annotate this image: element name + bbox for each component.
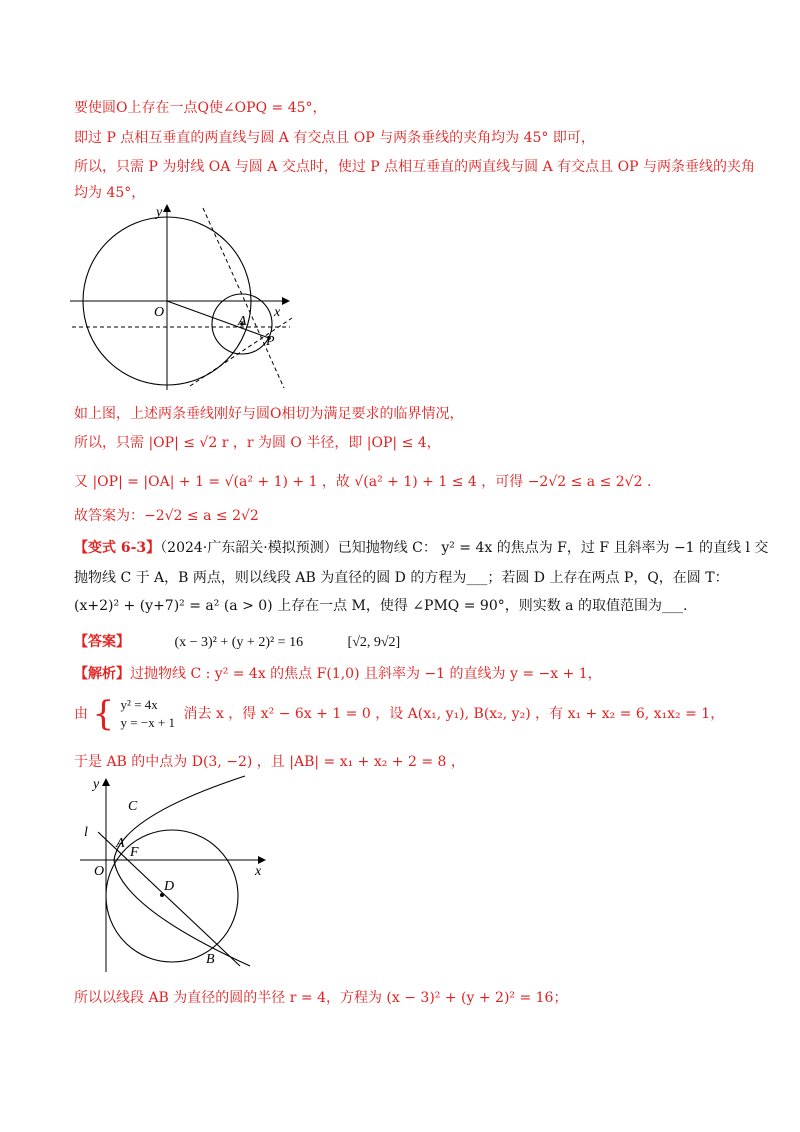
text-line: 如上图，上述两条垂线刚好与圆O相切为满足要求的临界情况， (74, 406, 464, 422)
system-row-1: y² = 4x (120, 697, 158, 712)
brace-icon: { (92, 694, 115, 734)
analysis-tag: 【解析】 (74, 666, 130, 682)
label-a: A (116, 836, 125, 851)
problem-line-1 (74, 538, 768, 558)
text-line: 又 |OP| = |OA| + 1 = √(a² + 1) + 1 ，故 √(a² + 1) + 1 ≤ 4 ，可得 −2√2 ≤ a ≤ 2√2 . (74, 474, 652, 490)
label-y: y (93, 777, 100, 792)
x-axis-arrow (282, 297, 290, 305)
line-l (98, 832, 240, 966)
analysis-line-2 (74, 696, 724, 732)
answer-2: [√2, 9√2] (347, 635, 401, 650)
analysis-text: 过抛物线 C : y² = 4x 的焦点 F(1,0) 且斜率为 −1 的直线为 y = −x + 1， (130, 666, 602, 682)
dashed-line (203, 208, 284, 388)
text-line: 均为 45°， (74, 185, 146, 201)
y-axis-arrow (102, 778, 110, 786)
answer-tag: 【答案】 (74, 634, 130, 650)
figure-parabola-circle (80, 772, 280, 982)
label-x: x (255, 864, 262, 879)
text-line: 即过 P 点相互垂直的两直线与圆 A 有交点且 OP 与两条垂线的夹角均为 45° 即可， (74, 130, 595, 146)
answer-line (74, 632, 400, 653)
problem-tag: 【变式 6-3】 (74, 540, 161, 556)
system-prefix: 由 (74, 706, 88, 722)
y-axis-arrow (163, 204, 171, 212)
label-c: C (128, 799, 138, 814)
text-line: 所以，只需 P 为射线 OA 与圆 A 交点时，使过 P 点相互垂直的两直线与圆 A 有交点且 OP 与两条垂线的夹角 (74, 159, 755, 175)
label-f: F (130, 845, 139, 860)
label-o: O (94, 864, 105, 879)
circle-d (106, 830, 238, 962)
system-row-2: y = −x + 1 (120, 715, 176, 730)
label-l: l (84, 825, 88, 840)
label-a: A (238, 314, 247, 329)
label-y: y (156, 205, 163, 220)
text-line: 抛物线 C 于 A，B 两点，则以线段 AB 为直径的圆 D 的方程为___；若圆 D 上存在两点 P，Q，在圆 T： (74, 570, 729, 586)
text-line: 要使圆O上存在一点Q使∠OPQ = 45°， (74, 100, 327, 116)
x-axis-arrow (258, 856, 266, 864)
analysis-text: 消去 x ，得 x² − 6x + 1 = 0 ，设 A(x₁, y₁), B(x₂, y₂) ，有 x₁ + x₂ = 6, x₁x₂ = 1， (183, 706, 725, 722)
analysis-line-1 (74, 664, 602, 684)
answer-1: (x − 3)² + (y + 2)² = 16 (174, 635, 304, 650)
text-line: 故答案为：−2√2 ≤ a ≤ 2√2 (74, 508, 259, 524)
equation-system (121, 696, 176, 732)
text-line: 于是 AB 的中点为 D(3, −2) ，且 |AB| = x₁ + x₂ + 2 = 8 ， (74, 754, 465, 770)
label-p: P (266, 334, 275, 349)
figure-circles-tangent (70, 200, 300, 395)
text-line: (x+2)² + (y+7)² = a² (a > 0) 上存在一点 M，使得 ∠PMQ = 90°，则实数 a 的取值范围为___. (74, 598, 688, 614)
label-o: O (154, 305, 165, 320)
label-x: x (274, 305, 281, 320)
text-line: 所以，只需 |OP| ≤ √2 r ，r 为圆 O 半径，即 |OP| ≤ 4， (74, 435, 441, 451)
text-line: 所以以线段 AB 为直径的圆的半径 r = 4，方程为 (x − 3)² + (y + 2)² = 16； (74, 990, 568, 1006)
problem-text: （2024·广东韶关·模拟预测）已知抛物线 C： y² = 4x 的焦点为 F，过 F 且斜率为 −1 的直线 l 交 (160, 540, 769, 556)
label-b: B (206, 952, 215, 967)
label-d: D (164, 879, 175, 894)
